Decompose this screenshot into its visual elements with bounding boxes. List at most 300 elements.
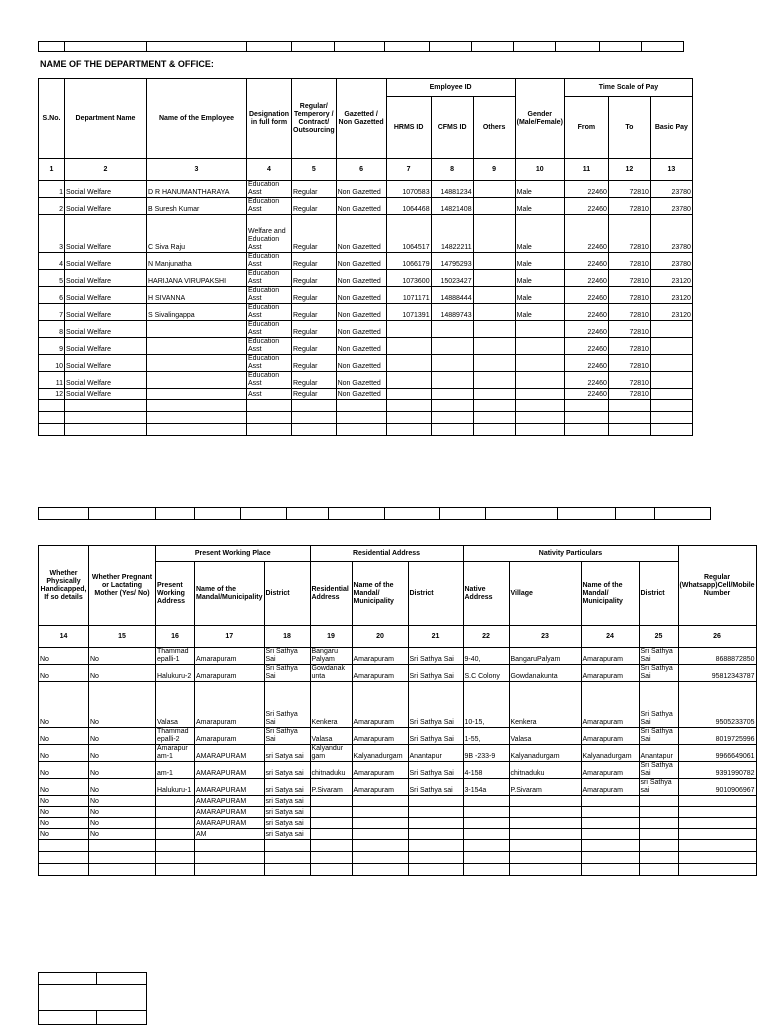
empty-cell [336, 424, 386, 436]
cell-others [473, 355, 515, 372]
cell-handicapped: No [39, 745, 89, 762]
cell-department: Social Welfare [65, 198, 147, 215]
cell-pregnant: No [89, 829, 156, 840]
cell-handicapped: No [39, 818, 89, 829]
cell-hrms-id [386, 372, 431, 389]
cell-native-address: 10-15, [463, 682, 509, 728]
cell-residential-mandal: Amarapuram [352, 728, 408, 745]
cell-gazetted: Non Gazetted [336, 215, 386, 253]
cell-others [473, 389, 515, 400]
cell-gazetted: Non Gazetted [336, 372, 386, 389]
cell-present-district: Sri Sathya Sai [264, 648, 310, 665]
column-number: 18 [264, 626, 310, 648]
cell-present-address: Amarapur am-1 [156, 745, 195, 762]
empty-cell [264, 840, 310, 852]
empty-cell [473, 400, 515, 412]
header-time-scale: Time Scale of Pay [564, 79, 692, 97]
cell-hrms-id: 1071171 [386, 287, 431, 304]
table-row [39, 818, 757, 829]
cell-from: 22460 [564, 181, 608, 198]
cell-designation: Asst [247, 389, 292, 400]
cell-employee-name: H SIVANNA [147, 287, 247, 304]
cell-present-address: Halukuru-1 [156, 779, 195, 796]
cell-residential-address: Gowdanak unta [310, 665, 352, 682]
cell-residential-district: Sri Sathya sai [408, 779, 463, 796]
cell-employee-name: HARIJANA VIRUPAKSHI [147, 270, 247, 287]
empty-cell [39, 852, 89, 864]
cell-residential-address [310, 818, 352, 829]
cell-residential-mandal: Amarapuram [352, 665, 408, 682]
cell-from: 22460 [564, 372, 608, 389]
header-designation: Designation in full form [247, 79, 292, 159]
cell-department: Social Welfare [65, 270, 147, 287]
cell-gazetted: Non Gazetted [336, 270, 386, 287]
column-number: 10 [515, 159, 564, 181]
cell-others [473, 287, 515, 304]
cell-department: Social Welfare [65, 321, 147, 338]
cell-regular: Regular [292, 355, 337, 372]
cell-hrms-id: 1066179 [386, 253, 431, 270]
cell-regular: Regular [292, 321, 337, 338]
cell-pregnant: No [89, 779, 156, 796]
cell-present-address: am-1 [156, 762, 195, 779]
cell-cfms-id: 15023427 [431, 270, 473, 287]
empty-cell [650, 400, 692, 412]
cell-handicapped: No [39, 807, 89, 818]
empty-cell [515, 424, 564, 436]
cell-handicapped: No [39, 648, 89, 665]
header-others: Others [473, 97, 515, 159]
cell-present-address: Valasa [156, 682, 195, 728]
cell-employee-name: C Siva Raju [147, 215, 247, 253]
header-handicapped: Whether Physically Handicapped, If so details [39, 546, 89, 626]
header-cfms-id: CFMS ID [431, 97, 473, 159]
cell-others [473, 321, 515, 338]
column-number: 8 [431, 159, 473, 181]
cell-residential-district: Anantapur [408, 745, 463, 762]
empty-cell [352, 852, 408, 864]
cell-to: 72810 [608, 287, 650, 304]
cell-from: 22460 [564, 253, 608, 270]
column-number: 11 [564, 159, 608, 181]
cell-sno: 12 [39, 389, 65, 400]
cell-mobile: 8688872850 [678, 648, 756, 665]
empty-cell [89, 864, 156, 876]
empty-row [39, 840, 757, 852]
cell-hrms-id: 1064517 [386, 215, 431, 253]
empty-cell [247, 400, 292, 412]
cell-gender [515, 338, 564, 355]
cell-hrms-id [386, 355, 431, 372]
cell-basic-pay [650, 321, 692, 338]
cell-designation: Education Asst [247, 287, 292, 304]
table-row [39, 372, 693, 389]
empty-row [39, 424, 693, 436]
cell-cfms-id: 14795293 [431, 253, 473, 270]
cell-native-address [463, 818, 509, 829]
table-row [39, 321, 693, 338]
cell-mobile: 9966649061 [678, 745, 756, 762]
column-number: 21 [408, 626, 463, 648]
cell-sno: 4 [39, 253, 65, 270]
header-residential-address: Residential Address [310, 546, 463, 562]
cell-present-district: Sri Sathya Sai [264, 665, 310, 682]
header-residential-mandal: Name of the Mandal/ Municipality [352, 562, 408, 626]
table-row [39, 181, 693, 198]
table-row [39, 807, 757, 818]
table-row [39, 198, 693, 215]
cell-village [509, 829, 581, 840]
header-employee-name: Name of the Employee [147, 79, 247, 159]
empty-cell [509, 840, 581, 852]
cell-native-address: 3-154a [463, 779, 509, 796]
cell-present-district: sri Satya sai [264, 745, 310, 762]
cell-employee-name [147, 338, 247, 355]
cell-from: 22460 [564, 321, 608, 338]
cell-sno: 7 [39, 304, 65, 321]
cell-present-address: Thammad epalli-1 [156, 648, 195, 665]
table-row [39, 745, 757, 762]
empty-cell [65, 412, 147, 424]
empty-cell [639, 840, 678, 852]
cell-present-mandal: AM [195, 829, 265, 840]
cell-pregnant: No [89, 728, 156, 745]
cell-cfms-id [431, 355, 473, 372]
empty-cell [386, 424, 431, 436]
cell-hrms-id [386, 321, 431, 338]
empty-cell [678, 864, 756, 876]
cell-handicapped: No [39, 665, 89, 682]
column-number: 5 [292, 159, 337, 181]
empty-cell [463, 852, 509, 864]
header-department: Department Name [65, 79, 147, 159]
empty-cell [608, 412, 650, 424]
empty-cell [65, 424, 147, 436]
cell-basic-pay: 23120 [650, 270, 692, 287]
cell-mobile: 9010906967 [678, 779, 756, 796]
cell-regular: Regular [292, 287, 337, 304]
cell-mobile [678, 829, 756, 840]
cell-hrms-id [386, 338, 431, 355]
cell-native-district: Sri Sathya Sai [639, 762, 678, 779]
table-row [39, 389, 693, 400]
empty-cell [431, 412, 473, 424]
empty-cell [678, 852, 756, 864]
cell-residential-address: Kenkera [310, 682, 352, 728]
table-row [39, 253, 693, 270]
cell-native-mandal: Amarapuram [581, 762, 639, 779]
cell-residential-mandal: Amarapuram [352, 648, 408, 665]
empty-cell [509, 852, 581, 864]
cell-present-address [156, 807, 195, 818]
empty-cell [408, 852, 463, 864]
document-title: NAME OF THE DEPARTMENT & OFFICE: [40, 59, 214, 69]
cell-pregnant: No [89, 796, 156, 807]
header-present-mandal: Name of the Mandal/Municipality [195, 562, 265, 626]
column-number: 15 [89, 626, 156, 648]
employee-table [38, 78, 693, 436]
cell-residential-district: Sri Sathya Sai [408, 665, 463, 682]
cell-present-address [156, 829, 195, 840]
cell-native-district: Anantapur [639, 745, 678, 762]
cell-residential-mandal [352, 796, 408, 807]
cell-regular: Regular [292, 338, 337, 355]
cell-handicapped: No [39, 682, 89, 728]
header-sno: S.No. [39, 79, 65, 159]
cell-residential-district [408, 807, 463, 818]
personal-details-table [38, 545, 757, 876]
cell-native-mandal: Amarapuram [581, 648, 639, 665]
cell-hrms-id: 1071391 [386, 304, 431, 321]
cell-designation: Education Asst [247, 253, 292, 270]
cell-gender: Male [515, 287, 564, 304]
cell-others [473, 304, 515, 321]
cell-sno: 9 [39, 338, 65, 355]
empty-cell [678, 840, 756, 852]
empty-cell [473, 424, 515, 436]
cell-cfms-id [431, 372, 473, 389]
cell-present-mandal: AMARAPURAM [195, 745, 265, 762]
cell-gazetted: Non Gazetted [336, 198, 386, 215]
table-row [39, 270, 693, 287]
cell-handicapped: No [39, 728, 89, 745]
cell-from: 22460 [564, 215, 608, 253]
empty-cell [147, 412, 247, 424]
cell-village: Valasa [509, 728, 581, 745]
cell-gazetted: Non Gazetted [336, 389, 386, 400]
cell-gender [515, 355, 564, 372]
empty-cell [39, 412, 65, 424]
cell-department: Social Welfare [65, 215, 147, 253]
header-residential-district: District [408, 562, 463, 626]
column-number: 14 [39, 626, 89, 648]
cell-basic-pay: 23780 [650, 215, 692, 253]
cell-designation: Education Asst [247, 355, 292, 372]
table-row [39, 304, 693, 321]
cell-residential-district: Sri Sathya Sai [408, 648, 463, 665]
cell-gazetted: Non Gazetted [336, 304, 386, 321]
empty-cell [147, 400, 247, 412]
cell-native-mandal: Amarapuram [581, 665, 639, 682]
cell-pregnant: No [89, 807, 156, 818]
header-village: Village [509, 562, 581, 626]
cell-village [509, 818, 581, 829]
cell-residential-address [310, 807, 352, 818]
cell-to: 72810 [608, 198, 650, 215]
cell-mobile [678, 796, 756, 807]
cell-present-district: sri Satya sai [264, 829, 310, 840]
cell-native-address: 4-158 [463, 762, 509, 779]
cell-residential-district: Sri Sathya Sai [408, 728, 463, 745]
cell-employee-name [147, 355, 247, 372]
empty-cell [336, 412, 386, 424]
column-number: 19 [310, 626, 352, 648]
empty-row [39, 864, 757, 876]
table-row [39, 762, 757, 779]
cell-regular: Regular [292, 270, 337, 287]
cell-gazetted: Non Gazetted [336, 338, 386, 355]
cell-sno: 11 [39, 372, 65, 389]
cell-cfms-id [431, 338, 473, 355]
cell-department: Social Welfare [65, 372, 147, 389]
cell-designation: Education Asst [247, 372, 292, 389]
cell-department: Social Welfare [65, 253, 147, 270]
empty-cell [264, 864, 310, 876]
cell-basic-pay: 23120 [650, 304, 692, 321]
cell-employee-name: B Suresh Kumar [147, 198, 247, 215]
empty-cell [156, 840, 195, 852]
empty-cell [564, 424, 608, 436]
cell-gender: Male [515, 270, 564, 287]
cell-residential-district: Sri Sathya Sai [408, 682, 463, 728]
empty-cell [292, 424, 337, 436]
cell-others [473, 181, 515, 198]
cell-residential-mandal: Amarapuram [352, 682, 408, 728]
column-number: 3 [147, 159, 247, 181]
cell-employee-name: S Sivalingappa [147, 304, 247, 321]
cell-pregnant: No [89, 648, 156, 665]
cell-designation: Education Asst [247, 270, 292, 287]
cell-mobile: 95812343787 [678, 665, 756, 682]
cell-village: P.Sivaram [509, 779, 581, 796]
cell-regular: Regular [292, 304, 337, 321]
column-number: 20 [352, 626, 408, 648]
cell-to: 72810 [608, 215, 650, 253]
cell-to: 72810 [608, 270, 650, 287]
cell-to: 72810 [608, 355, 650, 372]
cell-from: 22460 [564, 338, 608, 355]
cell-others [473, 338, 515, 355]
cell-present-address [156, 796, 195, 807]
empty-cell [39, 840, 89, 852]
empty-cell [473, 412, 515, 424]
cell-mobile: 9505233705 [678, 682, 756, 728]
cell-native-mandal: Amarapuram [581, 728, 639, 745]
empty-cell [292, 400, 337, 412]
cell-mobile [678, 807, 756, 818]
cell-village [509, 796, 581, 807]
column-number-row [39, 626, 757, 648]
cell-department: Social Welfare [65, 181, 147, 198]
cell-to: 72810 [608, 304, 650, 321]
cell-gazetted: Non Gazetted [336, 181, 386, 198]
cell-village: chitnaduku [509, 762, 581, 779]
cell-present-mandal: AMARAPURAM [195, 796, 265, 807]
table-row [39, 728, 757, 745]
empty-cell [581, 852, 639, 864]
column-number: 16 [156, 626, 195, 648]
cell-residential-district [408, 829, 463, 840]
cell-regular: Regular [292, 372, 337, 389]
cell-department: Social Welfare [65, 389, 147, 400]
cell-employee-name: N Manjunatha [147, 253, 247, 270]
cell-basic-pay: 23780 [650, 198, 692, 215]
empty-cell [639, 864, 678, 876]
cell-present-address [156, 818, 195, 829]
cell-basic-pay: 23780 [650, 253, 692, 270]
cell-regular: Regular [292, 389, 337, 400]
cell-residential-address [310, 829, 352, 840]
cell-employee-name [147, 321, 247, 338]
cell-handicapped: No [39, 796, 89, 807]
cell-designation: Welfare and Education Asst [247, 215, 292, 253]
column-number: 26 [678, 626, 756, 648]
cell-designation: Education Asst [247, 181, 292, 198]
empty-row [39, 852, 757, 864]
column-number: 24 [581, 626, 639, 648]
cell-from: 22460 [564, 355, 608, 372]
empty-cell [581, 864, 639, 876]
empty-cell [386, 400, 431, 412]
empty-cell [147, 424, 247, 436]
empty-cell [463, 864, 509, 876]
empty-cell [65, 400, 147, 412]
empty-cell [352, 864, 408, 876]
cell-pregnant: No [89, 682, 156, 728]
top-ruler-row [38, 41, 684, 52]
cell-native-mandal [581, 818, 639, 829]
cell-from: 22460 [564, 270, 608, 287]
empty-cell [463, 840, 509, 852]
cell-gender: Male [515, 181, 564, 198]
empty-cell [156, 852, 195, 864]
empty-cell [310, 840, 352, 852]
cell-residential-address: chitnaduku [310, 762, 352, 779]
header-present-district: District [264, 562, 310, 626]
table-row [39, 338, 693, 355]
cell-regular: Regular [292, 253, 337, 270]
cell-others [473, 270, 515, 287]
cell-residential-mandal [352, 807, 408, 818]
cell-present-district: sri Satya sai [264, 818, 310, 829]
cell-basic-pay [650, 389, 692, 400]
cell-gazetted: Non Gazetted [336, 287, 386, 304]
column-number: 7 [386, 159, 431, 181]
cell-native-address: 1-55, [463, 728, 509, 745]
cell-others [473, 372, 515, 389]
cell-pregnant: No [89, 762, 156, 779]
cell-present-address: Thammad epalli-2 [156, 728, 195, 745]
empty-cell [310, 864, 352, 876]
empty-cell [509, 864, 581, 876]
cell-village: Kalyanadurgam [509, 745, 581, 762]
cell-department: Social Welfare [65, 355, 147, 372]
cell-basic-pay: 23780 [650, 181, 692, 198]
cell-present-mandal: Amarapuram [195, 682, 265, 728]
table-row [39, 355, 693, 372]
cell-designation: Education Asst [247, 198, 292, 215]
cell-gender [515, 389, 564, 400]
cell-gender: Male [515, 198, 564, 215]
cell-present-mandal: Amarapuram [195, 665, 265, 682]
cell-gender [515, 372, 564, 389]
cell-gazetted: Non Gazetted [336, 253, 386, 270]
cell-designation: Education Asst [247, 304, 292, 321]
column-number: 22 [463, 626, 509, 648]
cell-native-mandal [581, 807, 639, 818]
cell-others [473, 253, 515, 270]
empty-cell [608, 400, 650, 412]
cell-mobile: 9391990782 [678, 762, 756, 779]
column-number: 9 [473, 159, 515, 181]
cell-handicapped: No [39, 779, 89, 796]
cell-cfms-id: 14881234 [431, 181, 473, 198]
empty-cell [564, 412, 608, 424]
cell-gazetted: Non Gazetted [336, 355, 386, 372]
cell-native-mandal: Amarapuram [581, 779, 639, 796]
header-gazetted: Gazetted / Non Gazetted [336, 79, 386, 159]
cell-cfms-id [431, 389, 473, 400]
